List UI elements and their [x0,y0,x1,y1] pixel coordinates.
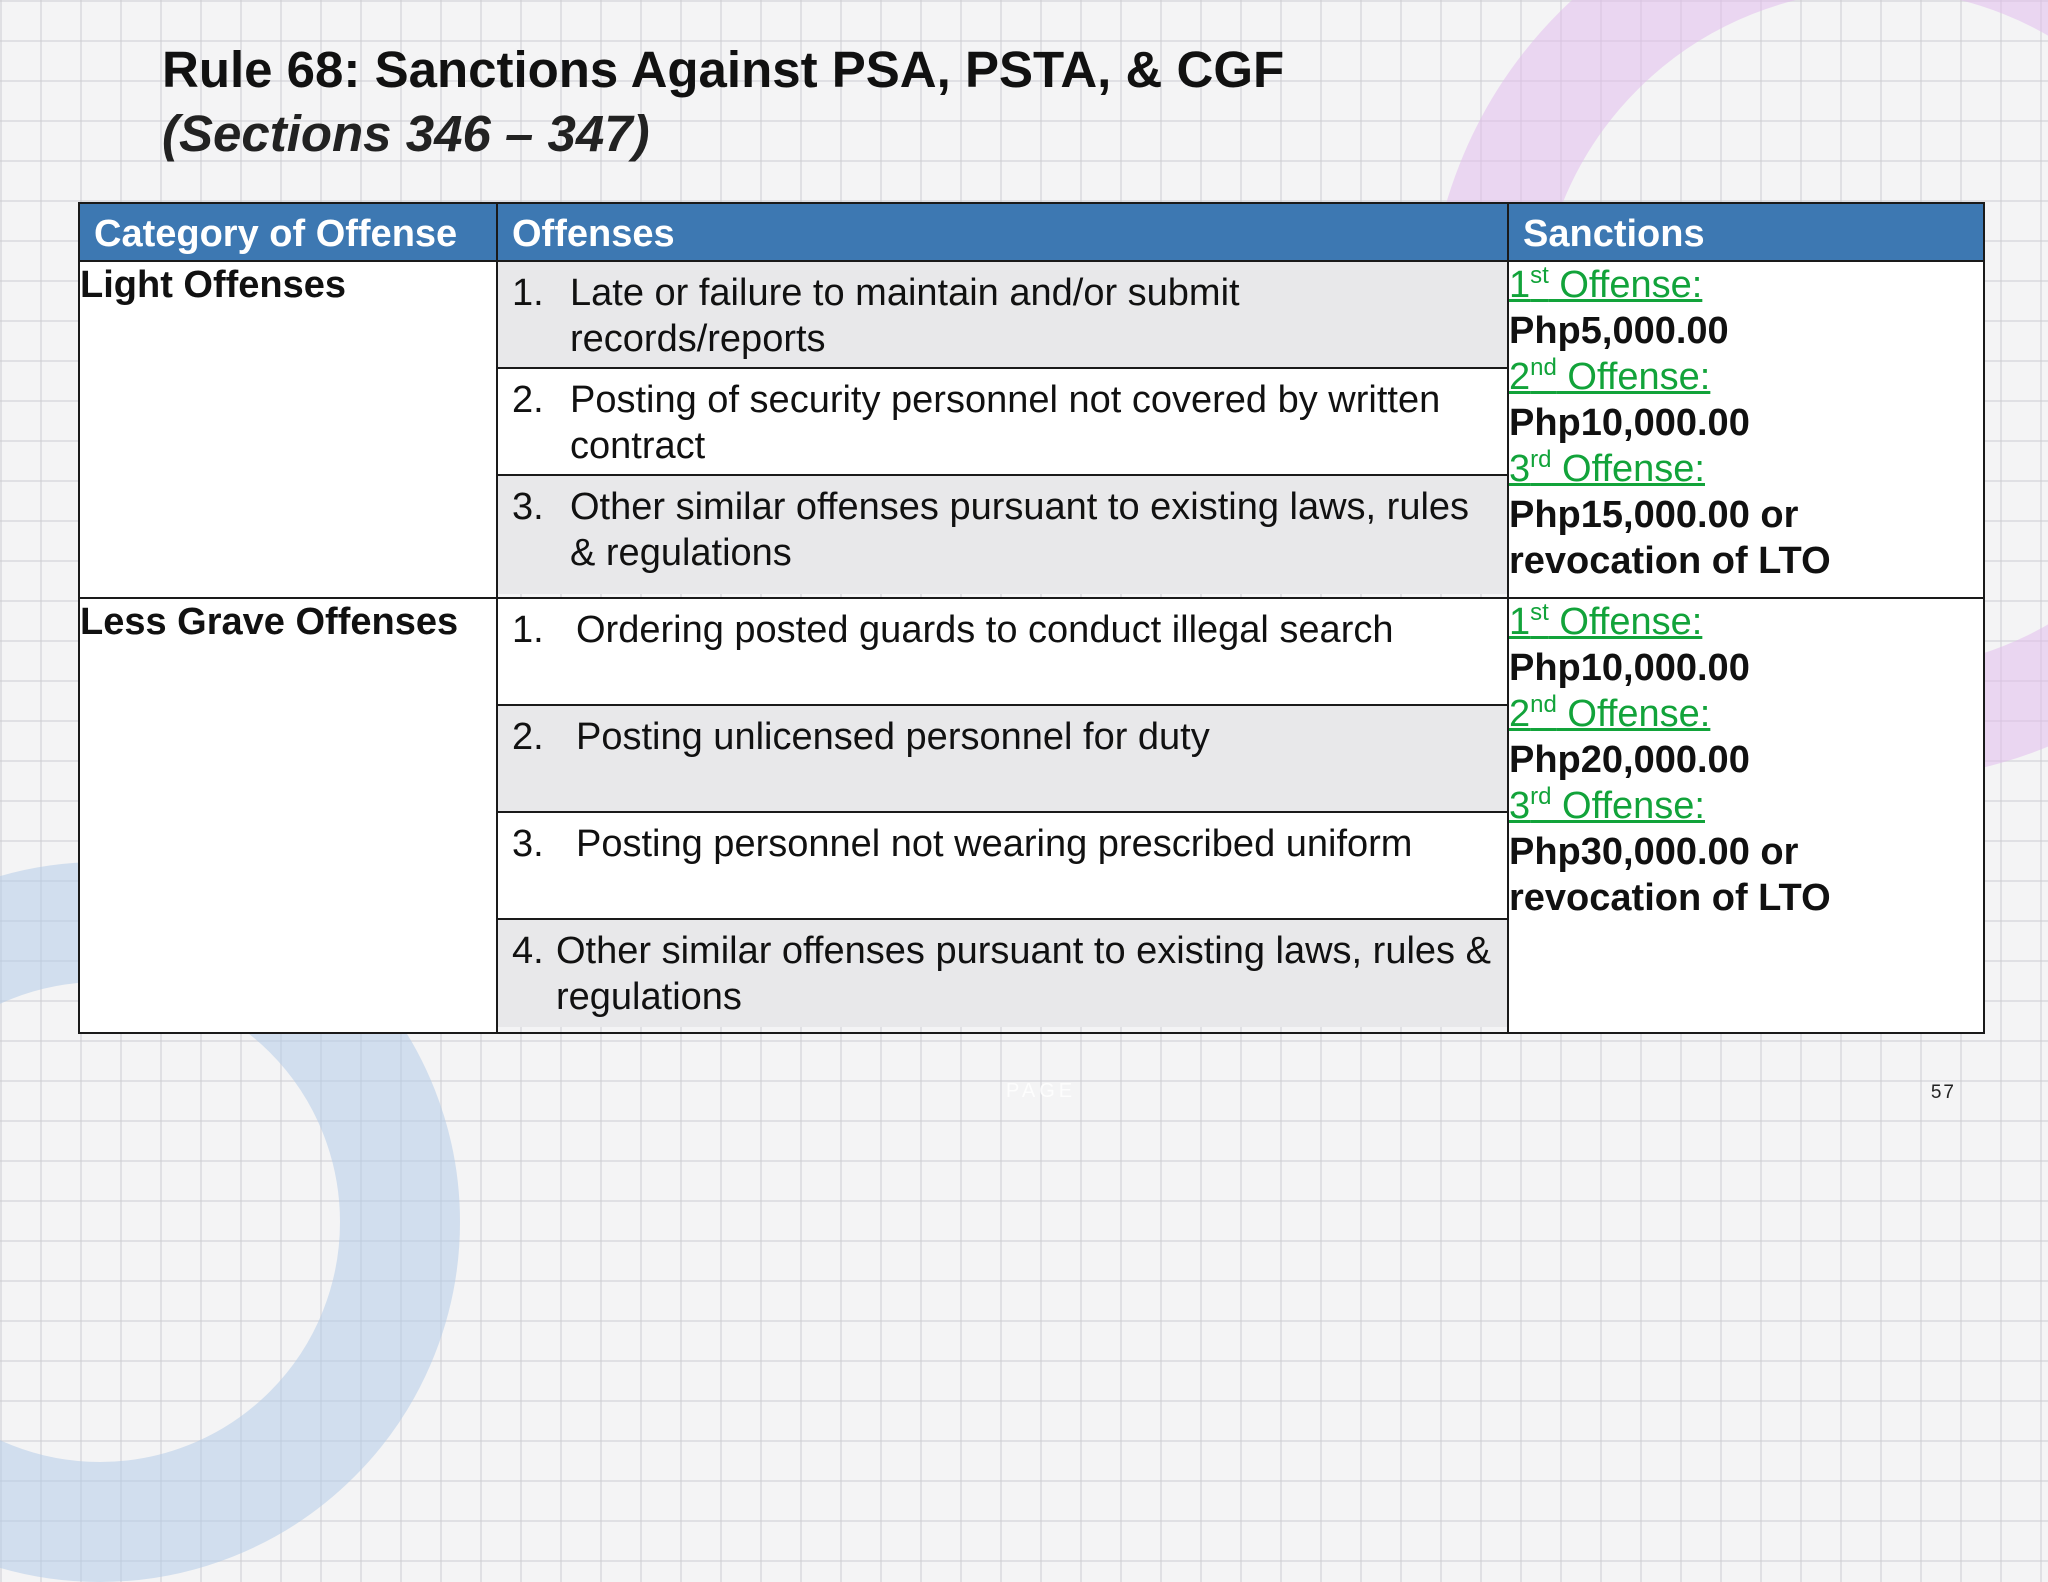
ordinal-suffix: st [1530,262,1549,289]
offense-text: Posting of security personnel not covered by written contract [570,379,1441,467]
offense-number: 3. [512,486,544,528]
sanction-amount: Php10,000.00 [1509,402,1750,444]
sanction-amount: Php20,000.00 [1509,739,1750,782]
ordinal-suffix: nd [1530,691,1557,719]
sanction-amount: Php15,000.00 or revocation of LTO [1509,494,1831,582]
offense-number: 4. [512,930,544,973]
offense-word: Offense: [1556,356,1711,398]
offense-number: 2. [512,716,544,759]
category-light-offenses: Light Offenses [79,261,497,598]
page-number: 57 [1930,1082,1956,1103]
sanction-amount: Php10,000.00 [1509,647,1750,690]
offense-item [498,813,1507,920]
table-header-row [79,203,1984,261]
offense-number: 1. [512,609,544,652]
ordinal-suffix: st [1530,599,1549,627]
ordinal-number: 2 [1509,356,1531,398]
offense-word: Offense: [1548,601,1703,644]
ordinal-number: 2 [1509,693,1531,736]
sanctions-light [1508,261,1984,598]
offense-word: Offense: [1551,448,1705,490]
sanction-label-3rd[interactable] [1509,446,1983,492]
header-sanctions: Sanctions [1508,203,1984,261]
offense-text: Posting unlicensed personnel for duty [576,716,1210,759]
offenses-list-light [497,261,1508,598]
offenses-list-less-grave [497,598,1508,1033]
ordinal-number: 1 [1509,264,1531,306]
offense-word: Offense: [1548,264,1703,306]
header-offenses: Offenses [497,203,1508,261]
offense-item [498,706,1507,813]
ordinal-suffix: rd [1530,446,1552,473]
slide-subtitle: (Sections 346 – 347) [162,105,650,162]
offense-word: Offense: [1551,785,1705,828]
sanction-label-2nd[interactable] [1509,691,1983,737]
sanctions-less-grave [1508,598,1984,1033]
ordinal-number: 3 [1509,785,1531,828]
sanctions-table [78,202,1985,1034]
table-row-less-grave-offenses [79,598,1984,1033]
ordinal-number: 3 [1509,448,1531,490]
offense-number: 1. [512,272,544,314]
offense-item [498,262,1507,369]
offense-number: 2. [512,379,544,421]
slide-title: Rule 68: Sanctions Against PSA, PSTA, & CGF [162,41,1285,98]
offense-text: Ordering posted guards to conduct illegal search [576,609,1394,652]
offense-word: Offense: [1556,693,1711,736]
offense-item [498,599,1507,706]
sanction-label-3rd[interactable] [1509,783,1983,829]
sanction-label-1st[interactable] [1509,599,1983,645]
faint-page-label: PAGE [1006,1080,1077,1102]
header-category: Category of Offense [79,203,497,261]
sanction-label-1st[interactable] [1509,262,1983,308]
ordinal-suffix: nd [1530,354,1557,381]
offense-text: Other similar offenses pursuant to existing laws, rules & regulations [556,930,1491,1019]
offense-text: Posting personnel not wearing prescribed uniform [576,823,1413,866]
sanction-amount: Php30,000.00 or revocation of LTO [1509,831,1831,920]
offense-text: Late or failure to maintain and/or submit records/reports [570,272,1240,360]
table-row-light-offenses [79,261,1984,598]
sanction-amount: Php5,000.00 [1509,310,1729,352]
category-less-grave-offenses: Less Grave Offenses [79,598,497,1033]
offense-item [498,920,1507,1027]
offense-item [498,369,1507,476]
ordinal-suffix: rd [1530,783,1552,811]
offense-number: 3. [512,823,544,866]
offense-item [498,476,1507,594]
sanction-label-2nd[interactable] [1509,354,1983,400]
ordinal-number: 1 [1509,601,1531,644]
offense-text: Other similar offenses pursuant to existing laws, rules & regulations [570,486,1470,574]
